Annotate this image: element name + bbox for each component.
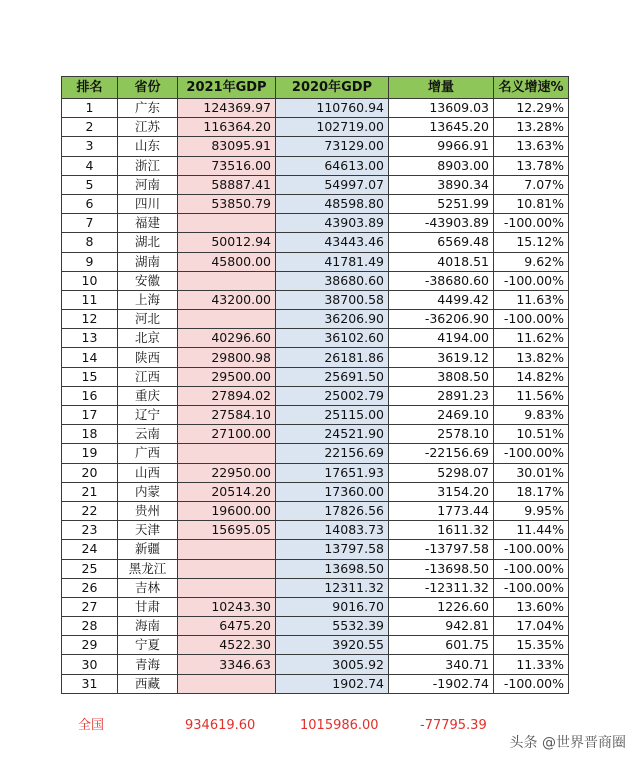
- cell-growth-rate: 9.95%: [494, 501, 569, 520]
- table-row: [62, 501, 569, 520]
- cell-province: 新疆: [118, 540, 178, 559]
- cell-growth-rate: -100.00%: [494, 444, 569, 463]
- table-row: [62, 290, 569, 309]
- cell-increase: 3890.34: [389, 175, 494, 194]
- cell-growth-rate: 15.35%: [494, 636, 569, 655]
- cell-gdp-2021: [178, 540, 276, 559]
- table-body: [62, 99, 569, 694]
- cell-gdp-2021: 6475.20: [178, 617, 276, 636]
- cell-rank: 2: [62, 118, 118, 137]
- cell-rank: 16: [62, 386, 118, 405]
- gdp-table: [61, 76, 569, 694]
- cell-increase: 2469.10: [389, 406, 494, 425]
- cell-growth-rate: -100.00%: [494, 578, 569, 597]
- cell-province: 青海: [118, 655, 178, 674]
- table-row: [62, 559, 569, 578]
- cell-increase: -1902.74: [389, 674, 494, 693]
- cell-rank: 17: [62, 406, 118, 425]
- cell-province: 吉林: [118, 578, 178, 597]
- table-row: [62, 597, 569, 616]
- cell-rank: 22: [62, 501, 118, 520]
- cell-gdp-2021: [178, 271, 276, 290]
- cell-rank: 30: [62, 655, 118, 674]
- cell-province: 山东: [118, 137, 178, 156]
- table-row: [62, 674, 569, 693]
- cell-increase: 4018.51: [389, 252, 494, 271]
- cell-gdp-2020: 36102.60: [276, 329, 389, 348]
- table-row: [62, 444, 569, 463]
- cell-rank: 23: [62, 521, 118, 540]
- table-row: [62, 482, 569, 501]
- cell-increase: -13797.58: [389, 540, 494, 559]
- cell-growth-rate: -100.00%: [494, 214, 569, 233]
- cell-increase: 2891.23: [389, 386, 494, 405]
- cell-growth-rate: 13.82%: [494, 348, 569, 367]
- cell-province: 宁夏: [118, 636, 178, 655]
- cell-rank: 27: [62, 597, 118, 616]
- cell-gdp-2020: 36206.90: [276, 310, 389, 329]
- cell-province: 贵州: [118, 501, 178, 520]
- cell-rank: 12: [62, 310, 118, 329]
- cell-growth-rate: 13.63%: [494, 137, 569, 156]
- table-row: [62, 99, 569, 118]
- cell-gdp-2020: 5532.39: [276, 617, 389, 636]
- cell-gdp-2020: 17651.93: [276, 463, 389, 482]
- cell-growth-rate: 18.17%: [494, 482, 569, 501]
- cell-gdp-2020: 64613.00: [276, 156, 389, 175]
- cell-increase: 1773.44: [389, 501, 494, 520]
- cell-increase: -43903.89: [389, 214, 494, 233]
- cell-gdp-2020: 13698.50: [276, 559, 389, 578]
- cell-province: 四川: [118, 194, 178, 213]
- cell-growth-rate: 11.63%: [494, 290, 569, 309]
- cell-province: 江苏: [118, 118, 178, 137]
- table-row: [62, 521, 569, 540]
- cell-province: 重庆: [118, 386, 178, 405]
- cell-rank: 31: [62, 674, 118, 693]
- cell-increase: -38680.60: [389, 271, 494, 290]
- cell-increase: -22156.69: [389, 444, 494, 463]
- cell-increase: 601.75: [389, 636, 494, 655]
- cell-gdp-2020: 14083.73: [276, 521, 389, 540]
- cell-province: 浙江: [118, 156, 178, 175]
- cell-gdp-2020: 54997.07: [276, 175, 389, 194]
- header-gdp-2021: 2021年GDP: [178, 77, 276, 99]
- cell-growth-rate: 10.51%: [494, 425, 569, 444]
- cell-gdp-2020: 48598.80: [276, 194, 389, 213]
- cell-province: 广东: [118, 99, 178, 118]
- total-increase: -77795.39: [420, 718, 487, 733]
- cell-rank: 18: [62, 425, 118, 444]
- cell-gdp-2021: 29500.00: [178, 367, 276, 386]
- cell-gdp-2021: 4522.30: [178, 636, 276, 655]
- cell-gdp-2020: 25002.79: [276, 386, 389, 405]
- cell-increase: 942.81: [389, 617, 494, 636]
- cell-rank: 4: [62, 156, 118, 175]
- cell-increase: -36206.90: [389, 310, 494, 329]
- cell-gdp-2021: 29800.98: [178, 348, 276, 367]
- cell-gdp-2021: 45800.00: [178, 252, 276, 271]
- table-row: [62, 367, 569, 386]
- cell-gdp-2021: 124369.97: [178, 99, 276, 118]
- cell-gdp-2021: 27894.02: [178, 386, 276, 405]
- cell-rank: 24: [62, 540, 118, 559]
- cell-growth-rate: 11.44%: [494, 521, 569, 540]
- header-increase: 增量: [389, 77, 494, 99]
- table-row: [62, 348, 569, 367]
- cell-gdp-2020: 3005.92: [276, 655, 389, 674]
- table-row: [62, 617, 569, 636]
- total-gdp-2020: 1015986.00: [300, 718, 379, 733]
- cell-province: 湖南: [118, 252, 178, 271]
- cell-growth-rate: 13.78%: [494, 156, 569, 175]
- total-label: 全国: [78, 718, 105, 733]
- header-rank: 排名: [62, 77, 118, 99]
- cell-growth-rate: 30.01%: [494, 463, 569, 482]
- cell-gdp-2021: 40296.60: [178, 329, 276, 348]
- cell-rank: 21: [62, 482, 118, 501]
- table-row: [62, 271, 569, 290]
- cell-province: 内蒙: [118, 482, 178, 501]
- cell-gdp-2021: [178, 310, 276, 329]
- cell-province: 黑龙江: [118, 559, 178, 578]
- cell-gdp-2021: 50012.94: [178, 233, 276, 252]
- cell-increase: 3619.12: [389, 348, 494, 367]
- watermark-text: 头条 @世界晋商圈: [509, 735, 626, 751]
- header-row: [62, 77, 569, 99]
- table-row: [62, 194, 569, 213]
- cell-province: 福建: [118, 214, 178, 233]
- cell-gdp-2021: 22950.00: [178, 463, 276, 482]
- cell-gdp-2020: 17826.56: [276, 501, 389, 520]
- cell-gdp-2021: 10243.30: [178, 597, 276, 616]
- cell-province: 山西: [118, 463, 178, 482]
- cell-rank: 25: [62, 559, 118, 578]
- cell-growth-rate: 14.82%: [494, 367, 569, 386]
- cell-gdp-2021: [178, 578, 276, 597]
- cell-gdp-2020: 12311.32: [276, 578, 389, 597]
- cell-gdp-2021: [178, 214, 276, 233]
- cell-rank: 28: [62, 617, 118, 636]
- cell-province: 湖北: [118, 233, 178, 252]
- cell-gdp-2021: [178, 559, 276, 578]
- table-row: [62, 636, 569, 655]
- cell-rank: 15: [62, 367, 118, 386]
- cell-gdp-2020: 22156.69: [276, 444, 389, 463]
- cell-province: 辽宁: [118, 406, 178, 425]
- table-row: [62, 175, 569, 194]
- table-row: [62, 540, 569, 559]
- cell-rank: 8: [62, 233, 118, 252]
- cell-increase: 5251.99: [389, 194, 494, 213]
- cell-rank: 7: [62, 214, 118, 233]
- cell-increase: 2578.10: [389, 425, 494, 444]
- cell-growth-rate: 9.83%: [494, 406, 569, 425]
- cell-increase: 13645.20: [389, 118, 494, 137]
- table-row: [62, 425, 569, 444]
- cell-gdp-2020: 102719.00: [276, 118, 389, 137]
- cell-gdp-2021: 15695.05: [178, 521, 276, 540]
- cell-gdp-2021: 83095.91: [178, 137, 276, 156]
- table-row: [62, 252, 569, 271]
- header-growth-rate: 名义增速%: [494, 77, 569, 99]
- cell-rank: 3: [62, 137, 118, 156]
- cell-increase: 340.71: [389, 655, 494, 674]
- cell-rank: 11: [62, 290, 118, 309]
- cell-gdp-2021: 58887.41: [178, 175, 276, 194]
- table-row: [62, 310, 569, 329]
- cell-growth-rate: 13.60%: [494, 597, 569, 616]
- cell-growth-rate: -100.00%: [494, 540, 569, 559]
- cell-gdp-2021: 27100.00: [178, 425, 276, 444]
- cell-gdp-2021: 116364.20: [178, 118, 276, 137]
- cell-growth-rate: 10.81%: [494, 194, 569, 213]
- cell-province: 西藏: [118, 674, 178, 693]
- cell-rank: 9: [62, 252, 118, 271]
- cell-gdp-2020: 43903.89: [276, 214, 389, 233]
- cell-growth-rate: 17.04%: [494, 617, 569, 636]
- cell-gdp-2020: 13797.58: [276, 540, 389, 559]
- cell-gdp-2021: 27584.10: [178, 406, 276, 425]
- cell-gdp-2020: 25691.50: [276, 367, 389, 386]
- cell-rank: 5: [62, 175, 118, 194]
- table-row: [62, 118, 569, 137]
- cell-growth-rate: -100.00%: [494, 674, 569, 693]
- table-row: [62, 463, 569, 482]
- cell-increase: 6569.48: [389, 233, 494, 252]
- cell-province: 广西: [118, 444, 178, 463]
- cell-province: 上海: [118, 290, 178, 309]
- cell-province: 河北: [118, 310, 178, 329]
- table-row: [62, 214, 569, 233]
- cell-gdp-2021: 73516.00: [178, 156, 276, 175]
- cell-increase: 4499.42: [389, 290, 494, 309]
- table-row: [62, 329, 569, 348]
- cell-rank: 26: [62, 578, 118, 597]
- cell-increase: 1226.60: [389, 597, 494, 616]
- cell-growth-rate: 11.62%: [494, 329, 569, 348]
- cell-gdp-2020: 73129.00: [276, 137, 389, 156]
- cell-province: 天津: [118, 521, 178, 540]
- cell-gdp-2020: 38700.58: [276, 290, 389, 309]
- cell-growth-rate: 7.07%: [494, 175, 569, 194]
- cell-province: 云南: [118, 425, 178, 444]
- table-row: [62, 233, 569, 252]
- table-row: [62, 156, 569, 175]
- cell-gdp-2020: 110760.94: [276, 99, 389, 118]
- cell-increase: 3808.50: [389, 367, 494, 386]
- cell-gdp-2020: 25115.00: [276, 406, 389, 425]
- cell-gdp-2021: [178, 444, 276, 463]
- cell-increase: 1611.32: [389, 521, 494, 540]
- total-gdp-2021: 934619.60: [185, 718, 256, 733]
- cell-rank: 1: [62, 99, 118, 118]
- cell-growth-rate: 11.33%: [494, 655, 569, 674]
- cell-growth-rate: 13.28%: [494, 118, 569, 137]
- cell-gdp-2021: 3346.63: [178, 655, 276, 674]
- cell-gdp-2020: 17360.00: [276, 482, 389, 501]
- cell-gdp-2020: 1902.74: [276, 674, 389, 693]
- table-row: [62, 137, 569, 156]
- cell-gdp-2020: 38680.60: [276, 271, 389, 290]
- cell-increase: 3154.20: [389, 482, 494, 501]
- table-row: [62, 578, 569, 597]
- cell-province: 北京: [118, 329, 178, 348]
- cell-province: 江西: [118, 367, 178, 386]
- cell-rank: 29: [62, 636, 118, 655]
- cell-growth-rate: -100.00%: [494, 271, 569, 290]
- cell-rank: 10: [62, 271, 118, 290]
- cell-increase: 8903.00: [389, 156, 494, 175]
- cell-growth-rate: 11.56%: [494, 386, 569, 405]
- cell-gdp-2021: 19600.00: [178, 501, 276, 520]
- cell-gdp-2021: 43200.00: [178, 290, 276, 309]
- cell-gdp-2020: 9016.70: [276, 597, 389, 616]
- cell-gdp-2021: [178, 674, 276, 693]
- table-row: [62, 386, 569, 405]
- cell-province: 甘肃: [118, 597, 178, 616]
- cell-gdp-2020: 43443.46: [276, 233, 389, 252]
- cell-gdp-2020: 26181.86: [276, 348, 389, 367]
- cell-rank: 20: [62, 463, 118, 482]
- cell-gdp-2020: 3920.55: [276, 636, 389, 655]
- cell-province: 陕西: [118, 348, 178, 367]
- cell-rank: 14: [62, 348, 118, 367]
- cell-growth-rate: 15.12%: [494, 233, 569, 252]
- header-gdp-2020: 2020年GDP: [276, 77, 389, 99]
- cell-rank: 19: [62, 444, 118, 463]
- cell-gdp-2020: 24521.90: [276, 425, 389, 444]
- cell-increase: 13609.03: [389, 99, 494, 118]
- cell-growth-rate: 9.62%: [494, 252, 569, 271]
- cell-growth-rate: -100.00%: [494, 559, 569, 578]
- table-row: [62, 406, 569, 425]
- cell-growth-rate: 12.29%: [494, 99, 569, 118]
- cell-increase: 4194.00: [389, 329, 494, 348]
- cell-rank: 13: [62, 329, 118, 348]
- cell-increase: 5298.07: [389, 463, 494, 482]
- cell-province: 安徽: [118, 271, 178, 290]
- cell-gdp-2021: 53850.79: [178, 194, 276, 213]
- cell-increase: -12311.32: [389, 578, 494, 597]
- cell-increase: 9966.91: [389, 137, 494, 156]
- cell-rank: 6: [62, 194, 118, 213]
- header-province: 省份: [118, 77, 178, 99]
- table-row: [62, 655, 569, 674]
- cell-increase: -13698.50: [389, 559, 494, 578]
- cell-gdp-2020: 41781.49: [276, 252, 389, 271]
- cell-province: 海南: [118, 617, 178, 636]
- cell-gdp-2021: 20514.20: [178, 482, 276, 501]
- cell-province: 河南: [118, 175, 178, 194]
- cell-growth-rate: -100.00%: [494, 310, 569, 329]
